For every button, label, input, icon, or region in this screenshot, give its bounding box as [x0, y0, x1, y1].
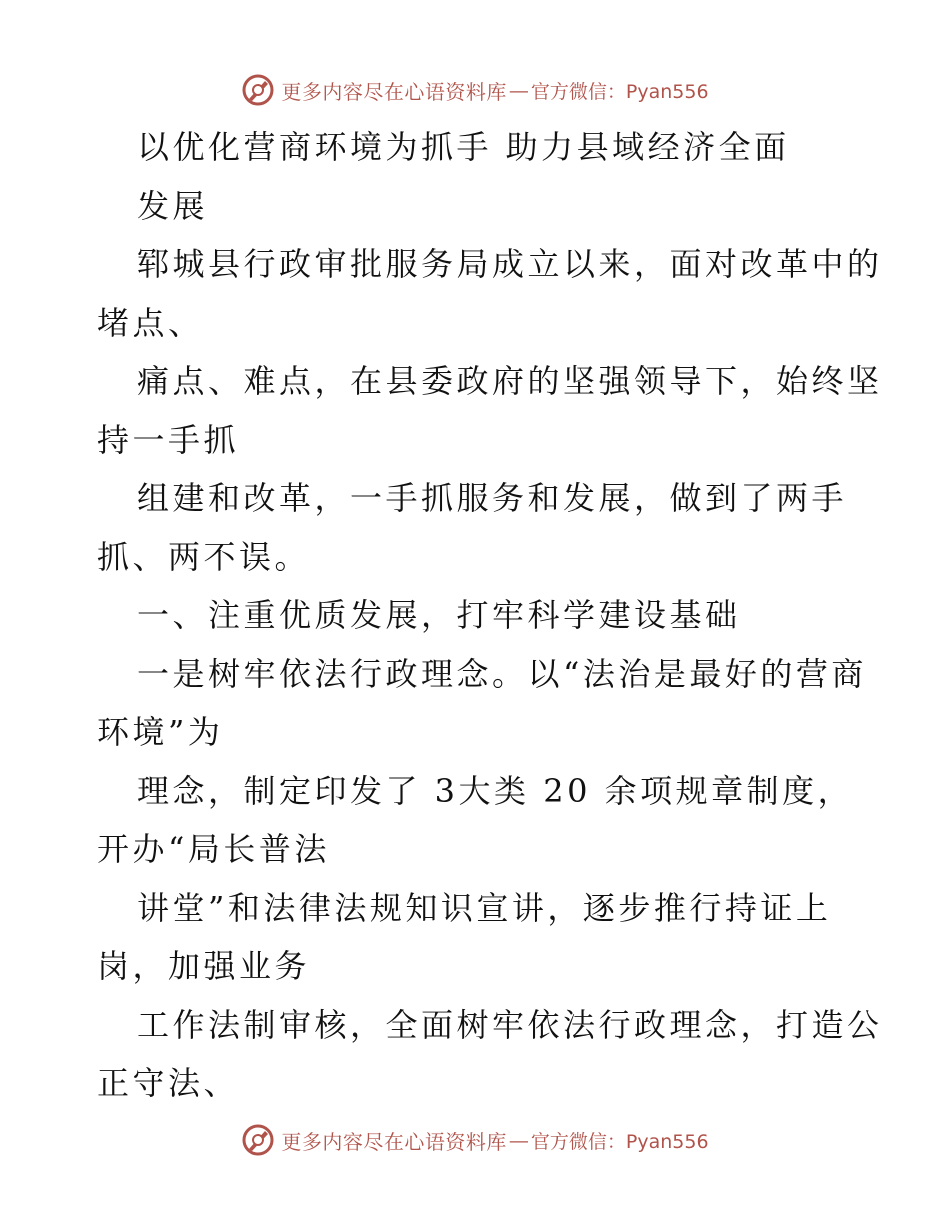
text-line: 痛点、难点，在县委政府的坚强领导下，始终坚 [137, 362, 883, 400]
pen-logo-icon [241, 1123, 275, 1157]
text-line: 以优化营商环境为抓手 助力县域经济全面 [137, 128, 790, 166]
watermark-separator: — [508, 78, 529, 102]
document-body [97, 118, 883, 1113]
text-line: 工作法制审核，全面树牢依法行政理念，打造公 [137, 1005, 883, 1044]
text-line: 环境”为 [97, 713, 224, 751]
pen-logo-icon [241, 73, 275, 107]
watermark-wechat: 官方微信：Pyan556 [530, 1130, 709, 1153]
watermark-separator: — [508, 1128, 529, 1152]
text-line: 堵点、 [97, 303, 204, 342]
text-line: 一是树牢依法行政理念。以“法治是最好的营商 [137, 654, 867, 693]
text-line: 一、注重优质发展，打牢科学建设基础 [137, 596, 741, 634]
text-line: 正守法、 [97, 1064, 240, 1102]
text-line: 讲堂”和法律法规知识宣讲，逐步推行持证上 [137, 888, 832, 927]
text-line: 郓城县行政审批服务局成立以来，面对改革中的 [137, 245, 883, 283]
text-line: 岗，加强业务 [97, 947, 311, 985]
text-line: 持一手抓 [97, 420, 240, 459]
watermark-wechat: 官方微信：Pyan556 [530, 80, 709, 103]
watermark-site: 更多内容尽在心语资料库 [281, 79, 507, 104]
text-line: 开办“局长普法 [97, 830, 330, 868]
watermark-site: 更多内容尽在心语资料库 [281, 1129, 507, 1154]
text-line: 理念，制定印发了 3大类 20 余项规章制度， [137, 771, 854, 810]
text-line: 抓、两不误。 [97, 537, 311, 576]
header-watermark [0, 70, 950, 110]
text-line: 组建和改革，一手抓服务和发展，做到了两手 [137, 479, 848, 517]
footer-watermark [0, 1120, 950, 1160]
text-line: 发展 [137, 186, 209, 225]
